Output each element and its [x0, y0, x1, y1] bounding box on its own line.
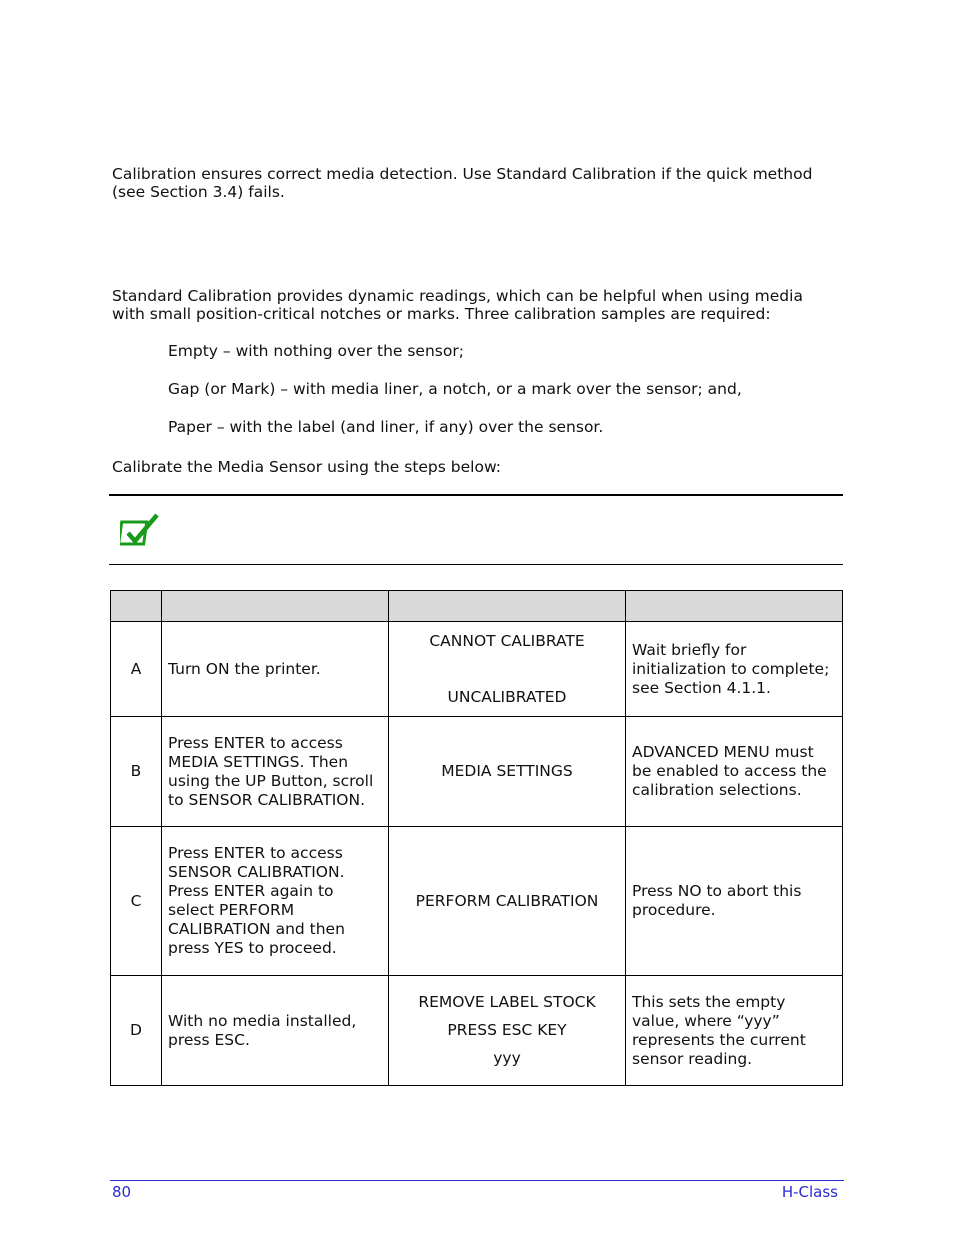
table-row [111, 976, 843, 1086]
display-line: PERFORM CALIBRATION [415, 891, 599, 910]
step-letter: D [111, 976, 162, 1086]
table-header-row [111, 591, 843, 622]
display-line: yyy [493, 1049, 521, 1067]
step-comment: Press NO to abort this procedure. [626, 827, 843, 976]
sample-gap: Gap (or Mark) – with media liner, a notch, or a mark over the sensor; and, [168, 380, 742, 398]
display-line: UNCALIBRATED [447, 687, 567, 706]
step-action: With no media installed, press ESC. [162, 976, 389, 1086]
checkbox-check-icon [120, 513, 160, 547]
display-line: CANNOT CALIBRATE [429, 631, 585, 650]
step-display [389, 976, 626, 1086]
footer-rule [110, 1180, 844, 1181]
display-line: MEDIA SETTINGS [441, 762, 573, 780]
display-line: PRESS ESC KEY [447, 1021, 567, 1039]
standard-calibration-paragraph: Standard Calibration provides dynamic readings, which can be helpful when using media with small position-critical notches or marks. Three calibration samples are required: [112, 287, 803, 323]
note-top-rule [109, 494, 843, 496]
page-number: 80 [112, 1183, 132, 1201]
step-display [389, 622, 626, 717]
sample-paper: Paper – with the label (and liner, if any) over the sensor. [168, 418, 604, 436]
calibration-steps-table [110, 590, 843, 1086]
step-action: Press ENTER to access MEDIA SETTINGS. Then using the UP Button, scroll to SENSOR CALIBRATION. [162, 717, 389, 827]
step-letter: C [111, 827, 162, 976]
step-comment: This sets the empty value, where “yyy” represents the current sensor reading. [626, 976, 843, 1086]
step-action: Press ENTER to access SENSOR CALIBRATION. Press ENTER again to select PERFORM CALIBRATION and then press YES to proceed. [162, 827, 389, 976]
sample-empty: Empty – with nothing over the sensor; [168, 342, 464, 360]
header-cell-comment [626, 591, 843, 622]
step-letter: B [111, 717, 162, 827]
display-line: REMOVE LABEL STOCK [418, 993, 596, 1011]
steps-intro: Calibrate the Media Sensor using the steps below: [112, 458, 501, 476]
note-bottom-rule [109, 564, 843, 565]
header-cell-display [389, 591, 626, 622]
table-row [111, 717, 843, 827]
step-display [389, 717, 626, 827]
header-cell-step [111, 591, 162, 622]
header-cell-action [162, 591, 389, 622]
step-letter: A [111, 622, 162, 717]
step-action: Turn ON the printer. [162, 622, 389, 717]
footer-product-name: H-Class [781, 1183, 838, 1201]
table-row [111, 622, 843, 717]
step-comment: ADVANCED MENU must be enabled to access the calibration selections. [626, 717, 843, 827]
step-comment: Wait briefly for initialization to complete; see Section 4.1.1. [626, 622, 843, 717]
table-row [111, 827, 843, 976]
intro-paragraph: Calibration ensures correct media detection. Use Standard Calibration if the quick method (see Section 3.4) fails. [112, 165, 813, 201]
step-display [389, 827, 626, 976]
